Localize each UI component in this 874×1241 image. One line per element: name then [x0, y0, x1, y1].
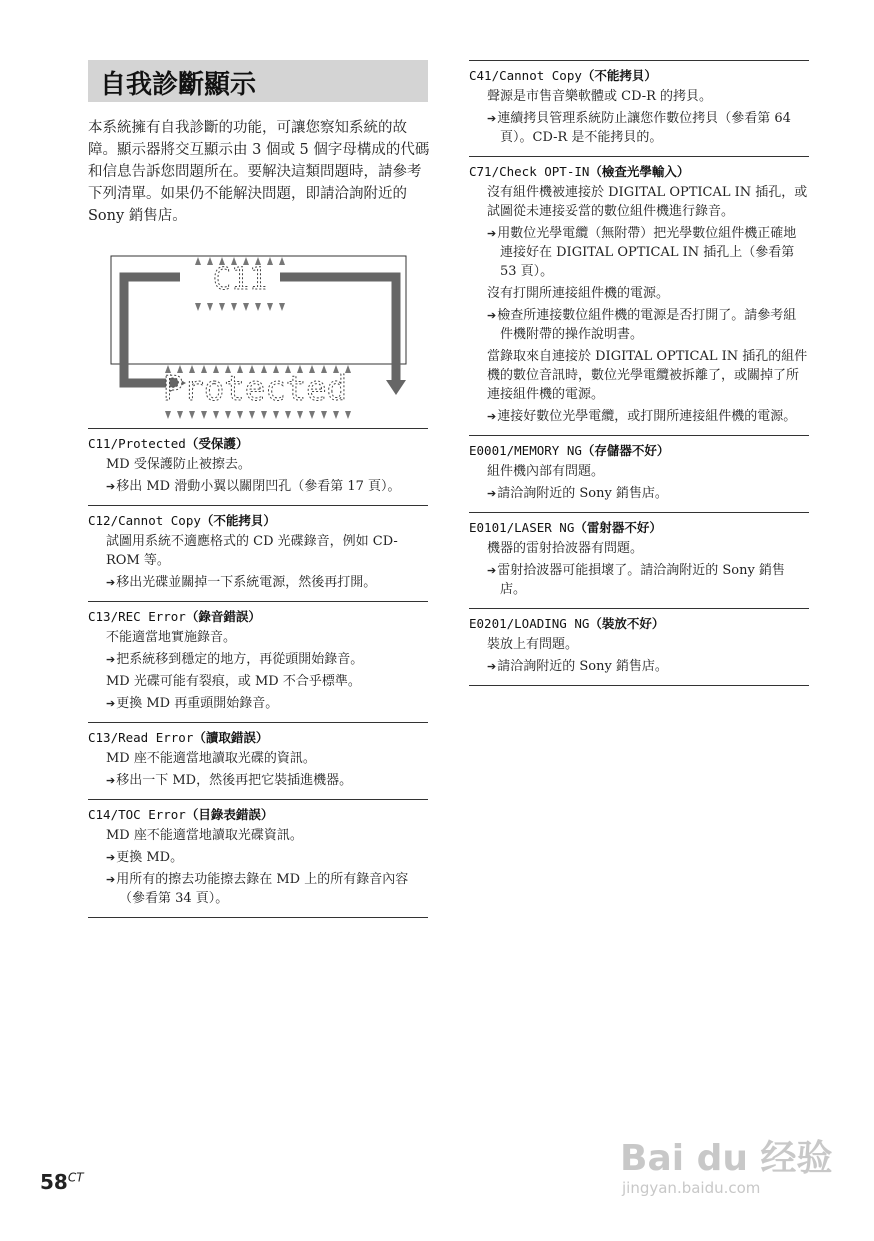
page-title-bar	[88, 60, 428, 102]
blink-ray-icon	[255, 303, 261, 311]
blink-ray-icon	[189, 411, 195, 419]
error-heading	[469, 441, 809, 459]
blink-ray-icon	[213, 411, 219, 419]
cause-text: 機器的雷射拾波器有問題。	[487, 541, 644, 556]
remedy-item: ➔ 把系統移到穩定的地方，再從頭開始錄音。	[106, 650, 428, 669]
cause-text: 沒有組件機被連接於 DIGITAL OPTICAL IN 插孔，或試圖從未連接妥當的數位組件機進行錄音。	[487, 185, 808, 219]
blink-ray-icon	[225, 411, 231, 419]
cause-text: 當錄取來自連接於 DIGITAL OPTICAL IN 插孔的組件機的數位音訊時，數位光學電纜被拆離了，或關掉了所連接組件機的電源。	[487, 349, 808, 402]
blink-ray-icon	[297, 411, 303, 419]
blink-ray-icon	[237, 411, 243, 419]
error-label: （裝放不好）	[589, 616, 665, 631]
blink-ray-icon	[279, 303, 285, 311]
cause-text: MD 座不能適當地讀取光碟的資訊。	[106, 751, 316, 766]
blink-ray-icon	[249, 411, 255, 419]
remedy-item: ➔ 用數位光學電纜（無附帶）把光學數位組件機正確地連接好在 DIGITAL OPTICAL IN 插孔上（參看第 53 頁）。	[487, 224, 809, 281]
section-divider	[88, 917, 428, 918]
remedy-item: ➔ 連接好數位光學電纜，或打開所連接組件機的電源。	[487, 407, 809, 426]
page-title: 自我診斷顯示	[100, 70, 257, 100]
error-heading	[88, 511, 428, 529]
blink-ray-icon	[195, 257, 201, 265]
remedy-item: ➔ 更換 MD 再重頭開始錄音。	[106, 694, 428, 713]
blink-ray-icon	[321, 411, 327, 419]
cause-text: 不能適當地實施錄音。	[106, 630, 237, 645]
error-label: （不能拷貝）	[581, 68, 657, 83]
error-label: （檢查光學輸入）	[589, 164, 690, 179]
cause-text: 組件機內部有問題。	[487, 464, 605, 479]
error-heading	[469, 162, 809, 180]
right-column	[469, 60, 809, 686]
cause-text: MD 受保護防止被擦去。	[106, 457, 251, 472]
blink-ray-icon	[279, 257, 285, 265]
error-section	[469, 156, 809, 435]
error-code: C14/TOC Error	[88, 807, 186, 822]
blink-ray-icon	[231, 303, 237, 311]
cause-text: MD 座不能適當地讀取光碟資訊。	[106, 828, 303, 843]
blink-ray-icon	[345, 411, 351, 419]
blink-ray-icon	[261, 411, 267, 419]
error-label: （受保護）	[185, 436, 249, 451]
blink-ray-icon	[165, 411, 171, 419]
error-heading	[88, 805, 428, 823]
error-heading	[88, 607, 428, 625]
page-number: $58^{CT}$	[40, 1170, 84, 1194]
blink-ray-icon	[243, 303, 249, 311]
left-column	[88, 428, 428, 918]
blink-ray-icon	[195, 303, 201, 311]
blink-ray-icon	[285, 411, 291, 419]
blink-ray-icon	[267, 257, 273, 265]
error-code: C71/Check OPT-IN	[469, 164, 590, 179]
watermark-logo: Bai du 经验 jingyan.baidu.com	[620, 1138, 833, 1197]
error-label: （不能拷貝）	[200, 513, 276, 528]
blink-ray-icon	[177, 411, 183, 419]
error-label: （雷射器不好）	[574, 520, 662, 535]
error-section	[469, 512, 809, 608]
remedy-item: ➔ 更換 MD。	[106, 848, 428, 867]
error-label: （目錄表錯誤）	[185, 807, 274, 822]
blink-ray-icon	[267, 303, 273, 311]
error-section	[88, 505, 428, 601]
remedy-item: ➔ 移出 MD 滑動小翼以關閉凹孔（參看第 17 頁）。	[106, 477, 428, 496]
cause-text: MD 光碟可能有裂痕，或 MD 不合乎標準。	[106, 674, 361, 689]
remedy-item: ➔ 連續拷貝管理系統防止讓您作數位拷貝（參看第 64 頁）。CD-R 是不能拷貝的。	[487, 109, 809, 147]
error-section	[88, 428, 428, 505]
error-section	[88, 799, 428, 917]
error-heading	[88, 728, 428, 746]
error-heading	[469, 518, 809, 536]
section-divider	[469, 685, 809, 686]
error-heading	[88, 434, 428, 452]
intro-paragraph: 本系統擁有自我診斷的功能，可讓您察知系統的故障。顯示器將交互顯示由 3 個或 5 個字母構成的代碼和信息告訴您問題所在。要解決這類問題時，請參考下列清單。如果仍不能解決問題，即請洽詢附近的 Sony 銷售店。	[88, 120, 430, 224]
blink-ray-icon	[201, 411, 207, 419]
remedy-item: ➔ 請洽詢附近的 Sony 銷售店。	[487, 484, 809, 503]
display-diagram	[100, 245, 420, 420]
error-heading	[469, 66, 809, 84]
error-code: E0201/LOADING NG	[469, 616, 590, 631]
error-section	[88, 722, 428, 799]
remedy-item: ➔ 移出一下 MD，然後再把它裝插進機器。	[106, 771, 428, 790]
remedy-item: ➔ 請洽詢附近的 Sony 銷售店。	[487, 657, 809, 676]
error-label: （讀取錯誤）	[193, 730, 269, 745]
blink-ray-icon	[273, 411, 279, 419]
error-section	[469, 608, 809, 685]
error-label: （存儲器不好）	[581, 443, 670, 458]
error-code: E0101/LASER NG	[469, 520, 575, 535]
blink-ray-icon	[333, 411, 339, 419]
error-section	[469, 435, 809, 512]
cause-text: 聲源是市售音樂軟體或 CD-R 的拷貝。	[487, 89, 713, 104]
error-label: （錄音錯誤）	[185, 609, 261, 624]
remedy-item: ➔ 雷射拾波器可能損壞了。請洽詢附近的 Sony 銷售店。	[487, 561, 809, 599]
blink-ray-icon	[207, 303, 213, 311]
remedy-item: ➔ 檢查所連接數位組件機的電源是否打開了。請參考組件機附帶的操作說明書。	[487, 306, 809, 344]
remedy-item: ➔ 移出光碟並關掉一下系統電源，然後再打開。	[106, 573, 428, 592]
cause-text: 裝放上有問題。	[487, 637, 579, 652]
error-code: C13/Read Error	[88, 730, 194, 745]
blink-ray-icon	[309, 411, 315, 419]
error-heading	[469, 614, 809, 632]
remedy-item: ➔ 用所有的擦去功能擦去錄在 MD 上的所有錄音內容（參看第 34 頁）。	[106, 870, 428, 908]
display-code: C11	[212, 262, 268, 297]
error-code: C13/REC Error	[88, 609, 186, 624]
error-code: C12/Cannot Copy	[88, 513, 201, 528]
error-code: C11/Protected	[88, 436, 186, 451]
error-code: E0001/MEMORY NG	[469, 443, 582, 458]
error-section	[469, 60, 809, 156]
error-code: C41/Cannot Copy	[469, 68, 582, 83]
display-message: Protected	[162, 369, 348, 409]
blink-ray-icon	[219, 303, 225, 311]
error-section	[88, 601, 428, 722]
left-cycle-arrow	[124, 277, 180, 383]
cause-text: 試圖用系統不適應格式的 CD 光碟錄音，例如 CD-ROM 等。	[106, 534, 398, 568]
cause-text: 沒有打開所連接組件機的電源。	[487, 286, 670, 301]
